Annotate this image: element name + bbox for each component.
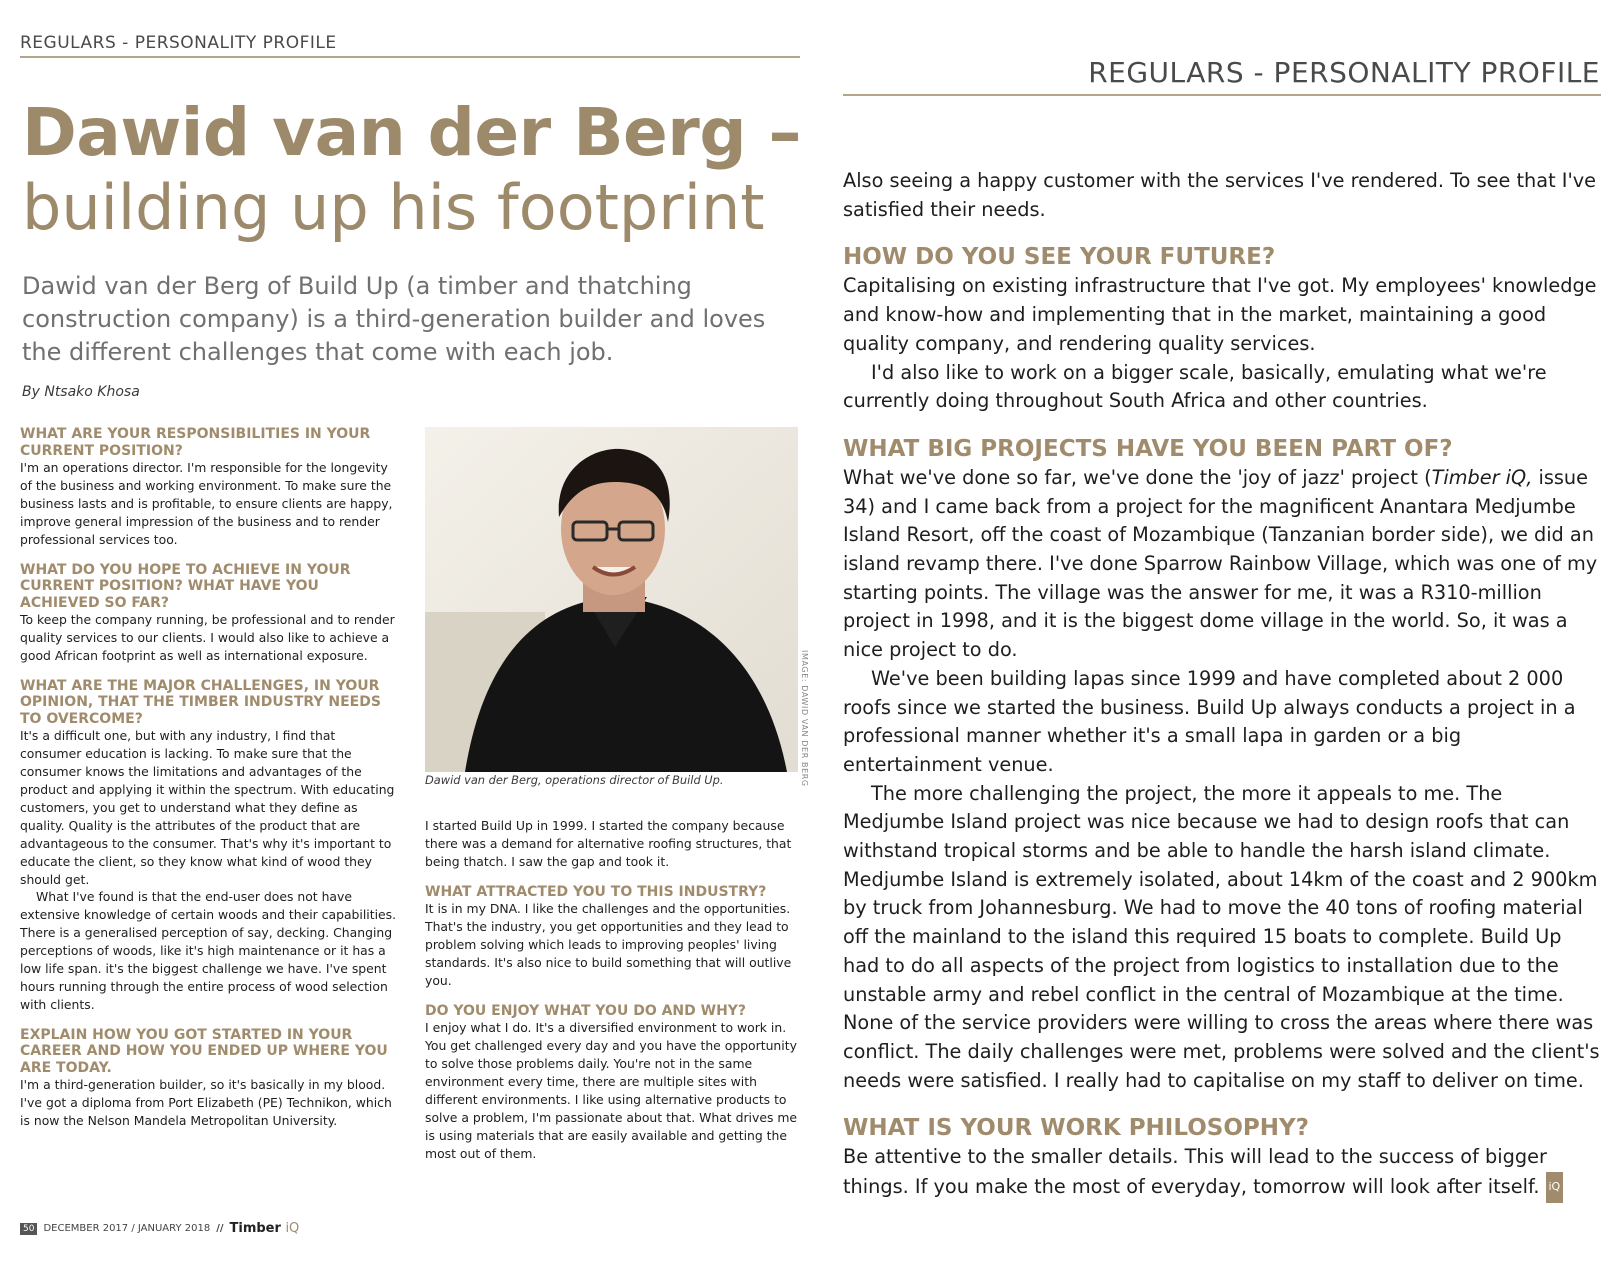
column-left [20, 426, 398, 1130]
issue-date: DECEMBER 2017 / JANUARY 2018 [43, 1223, 211, 1234]
answer-text [843, 464, 1601, 665]
answer-text: Capitalising on existing infrastructure that I've got. My employees' knowledge and know-how and implementing that in the market, maintaining a good quality company, and rendering quality services. [843, 274, 1597, 355]
brand-word: Timber [229, 1221, 281, 1236]
answer-text: I'm an operations director. I'm responsible for the longevity of the business and working environment. To make sure the business lasts and is profitable, to ensure clients are happy, improve general impression of the business and to render professional services too. [20, 460, 393, 547]
question-heading: EXPLAIN HOW YOU GOT STARTED IN YOUR CAREER AND HOW YOU ENDED UP WHERE YOU ARE TODAY. [20, 1026, 388, 1076]
answer-text: I started Build Up in 1999. I started the company because there was a demand for alternative roofing structures, that being thatch. I saw the gap and took it. [425, 818, 792, 869]
answer-segment: Be attentive to the smaller details. This will lead to the success of bigger things. If you make the most of everyday, tomorrow will look after itself. [843, 1145, 1547, 1198]
answer-segment: What we've done so far, we've done the 'joy of jazz' project ( [843, 465, 1432, 489]
answer-text: I'm a third-generation builder, so it's basically in my blood. I've got a diploma from Port Elizabeth (PE) Technikon, which is now the Nelson Mandela Metropolitan University. [20, 1077, 392, 1129]
answer-text: What I've found is that the end-user does not have extensive knowledge of certain woods and their capabilities. There is a generalised perception of say, decking. Changing perceptions of woods, like it's high maintenance or it has a low life span. it's the biggest challenge we have. I've spent hours running through the entire process of wood selection with clients. [20, 889, 397, 1012]
answer-text: To keep the company running, be professional and to render quality services to our clients. I would also like to achieve a good African footprint as well as international exposure. [20, 612, 395, 663]
qa-block [20, 562, 398, 665]
qa-block [20, 678, 398, 1014]
qa-block [425, 884, 800, 990]
column-middle [425, 817, 800, 1163]
question-heading: HOW DO YOU SEE YOUR FUTURE? [843, 244, 1276, 271]
article-subtitle: building up his footprint [22, 171, 765, 244]
brand-name [230, 1221, 300, 1236]
header-rule [20, 56, 800, 58]
answer-text: I enjoy what I do. It's a diversified environment to work in. You get challenged every day and you have the opportunity to solve those problems daily. You're not in the same environment every time, there are multiple sites with different environments. I like using alternative products to solve a problem, I'm passionate about that. What drives me is using materials that are easily available and getting the most out of them. [425, 1020, 798, 1161]
page-number: 50 [20, 1223, 37, 1235]
byline: By Ntsako Khosa [22, 384, 140, 400]
page-footer [20, 1221, 299, 1236]
section-label-right: REGULARS - PERSONALITY PROFILE [1088, 56, 1600, 89]
question-heading: WHAT DO YOU HOPE TO ACHIEVE IN YOUR CURRENT POSITION? WHAT HAVE YOU ACHIEVED SO FAR? [20, 561, 351, 611]
answer-text: The more challenging the project, the more it appeals to me. The Medjumbe Island project was nice because we had to design roofs that can withstand tropical storms and be able to handle the harsh island climate. Medjumbe Island is extremely isolated, about 14km of the coast and 2 900km by truck from Johannesburg. We had to move the 40 tons of roofing material off the mainland to the island this required 15 boats to complete. Build Up had to do all aspects of the project from logistics to installation due to the unstable army and rebel conflict in the central of Mozambique at the time. None of the service providers were willing to cross the areas where there was conflict. The daily challenges were met, problems were solved and the client's needs were satisfied. I really had to capitalise on my staff to deliver on time. [843, 781, 1600, 1092]
question-heading: WHAT ATTRACTED YOU TO THIS INDUSTRY? [425, 883, 767, 900]
question-heading: WHAT BIG PROJECTS HAVE YOU BEEN PART OF? [843, 435, 1453, 462]
photo-credit: IMAGE: DAWID VAN DER BERG [800, 650, 809, 787]
intro-lede: Dawid van der Berg of Build Up (a timber and thatching construction company) is a third-generation builder and loves the different challenges that come with each job. [22, 272, 766, 366]
qa-block [425, 817, 800, 871]
question-heading: DO YOU ENJOY WHAT YOU DO AND WHY? [425, 1002, 747, 1019]
article-title: Dawid van der Berg – [22, 94, 802, 171]
brand-suffix: iQ [285, 1221, 300, 1236]
qa-block [425, 1003, 800, 1163]
header-rule-right [843, 94, 1601, 96]
answer-segment: issue 34) and I came back from a project for the magnificent Anantara Medjumbe Island Resort, off the coast of Mozambique (Tanzanian border side), we did an island revamp there. I've done Sparrow Rainbow Village, which was one of my starting points. The village was the answer for me, it was a R310-million project in 1998, and it is the biggest dome village in the world. So, it was a nice project to do. [843, 465, 1598, 662]
portrait-photo [425, 427, 798, 772]
answer-text: Also seeing a happy customer with the services I've rendered. To see that I've satisfied their needs. [843, 169, 1597, 221]
answer-text: We've been building lapas since 1999 and have completed about 2 000 roofs since we started the business. Build Up always conducts a project in a professional manner whether it's a small lapa in garden or a big entertainment venue. [843, 666, 1576, 776]
footer-separator: // [216, 1223, 224, 1234]
answer-text [843, 1143, 1601, 1202]
qa-block [20, 426, 398, 549]
question-heading: WHAT IS YOUR WORK PHILOSOPHY? [843, 1115, 1309, 1142]
section-label: REGULARS - PERSONALITY PROFILE [20, 33, 337, 53]
portrait-illustration [425, 427, 798, 772]
magazine-reference: Timber iQ, [1431, 465, 1533, 489]
column-right [843, 167, 1601, 1203]
answer-text: I'd also like to work on a bigger scale, basically, emulating what we're currently doing throughout South Africa and other countries. [843, 360, 1547, 413]
question-heading: WHAT ARE YOUR RESPONSIBILITIES IN YOUR CURRENT POSITION? [20, 426, 371, 459]
qa-block [20, 1027, 398, 1130]
end-mark-icon: iQ [1546, 1172, 1564, 1203]
question-heading: WHAT ARE THE MAJOR CHALLENGES, IN YOUR OPINION, THAT THE TIMBER INDUSTRY NEEDS TO OVERCOME? [20, 677, 381, 727]
photo-caption: Dawid van der Berg, operations director of Build Up. [425, 773, 724, 787]
answer-text: It is in my DNA. I like the challenges and the opportunities. That's the industry, you get opportunities and they lead to problem solving which leads to improving peoples' living standards. It's also nice to build something that will outlive you. [425, 901, 792, 988]
answer-text: It's a difficult one, but with any industry, I find that consumer education is lacking. To make sure that the consumer knows the limitations and advantages of the product and applying it within the spectrum. With educating customers, you get to understand what they define as quality. Quality is the attributes of the product that are advantageous to the consumer. That's why it's important to educate the client, so they know what kind of wood they should get. [20, 728, 395, 887]
